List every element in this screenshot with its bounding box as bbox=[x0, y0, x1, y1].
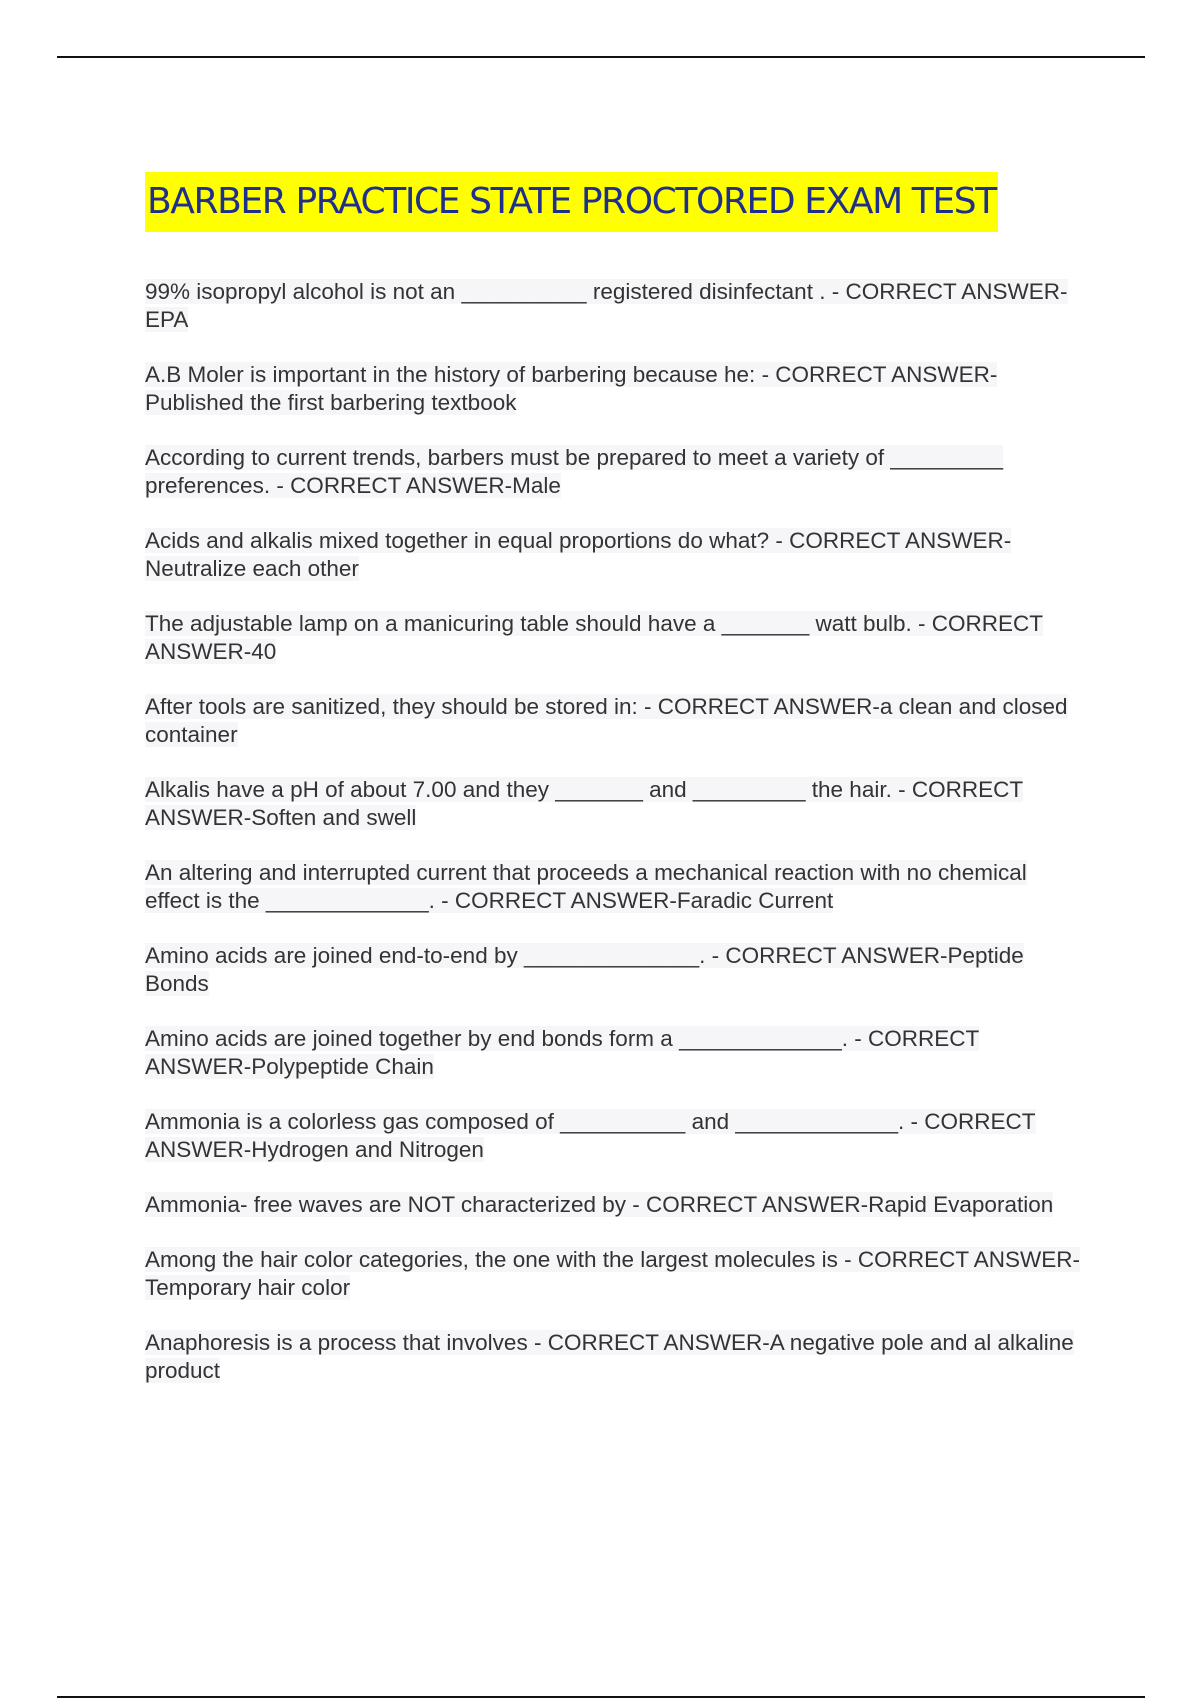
document-title: BARBER PRACTICE STATE PROCTORED EXAM TEST bbox=[145, 172, 998, 232]
qa-text: Amino acids are joined together by end bonds form a _____________. - CORRECT ANSWER-Polypeptide Chain bbox=[145, 1026, 980, 1079]
qa-item bbox=[145, 859, 1080, 915]
qa-item bbox=[145, 776, 1080, 832]
qa-item bbox=[145, 444, 1080, 500]
qa-text: Acids and alkalis mixed together in equal proportions do what? - CORRECT ANSWER-Neutralize each other bbox=[145, 528, 1012, 581]
qa-item bbox=[145, 527, 1080, 583]
qa-text: The adjustable lamp on a manicuring table should have a _______ watt bulb. - CORRECT ANSWER-40 bbox=[145, 611, 1044, 664]
qa-text: Ammonia is a colorless gas composed of __________ and _____________. - CORRECT ANSWER-Hydrogen and Nitrogen bbox=[145, 1109, 1036, 1162]
qa-item bbox=[145, 610, 1080, 666]
qa-item bbox=[145, 1246, 1080, 1302]
qa-item bbox=[145, 1329, 1080, 1385]
qa-text: After tools are sanitized, they should be stored in: - CORRECT ANSWER-a clean and closed container bbox=[145, 694, 1068, 747]
qa-item bbox=[145, 942, 1080, 998]
document-body bbox=[145, 172, 1080, 1412]
bottom-rule bbox=[57, 1696, 1145, 1698]
qa-item bbox=[145, 1191, 1080, 1219]
qa-item bbox=[145, 278, 1080, 334]
qa-text: Alkalis have a pH of about 7.00 and they _______ and _________ the hair. - CORRECT ANSWER-Soften and swell bbox=[145, 777, 1024, 830]
qa-text: A.B Moler is important in the history of barbering because he: - CORRECT ANSWER-Published the first barbering textbook bbox=[145, 362, 998, 415]
qa-item bbox=[145, 361, 1080, 417]
qa-text: Amino acids are joined end-to-end by ______________. - CORRECT ANSWER-Peptide Bonds bbox=[145, 943, 1024, 996]
qa-text: Ammonia- free waves are NOT characterized by - CORRECT ANSWER-Rapid Evaporation bbox=[145, 1192, 1054, 1217]
qa-text: Among the hair color categories, the one with the largest molecules is - CORRECT ANSWER-Temporary hair color bbox=[145, 1247, 1080, 1300]
qa-item bbox=[145, 1025, 1080, 1081]
qa-list bbox=[145, 278, 1080, 1385]
qa-text: An altering and interrupted current that proceeds a mechanical reaction with no chemical effect is the _____________. - CORRECT ANSWER-Faradic Current bbox=[145, 860, 1027, 913]
top-rule bbox=[57, 56, 1145, 58]
qa-text: 99% isopropyl alcohol is not an __________ registered disinfectant . - CORRECT ANSWER-EPA bbox=[145, 279, 1068, 332]
qa-text: According to current trends, barbers must be prepared to meet a variety of _________ preferences. - CORRECT ANSWER-Male bbox=[145, 445, 1003, 498]
qa-item bbox=[145, 1108, 1080, 1164]
qa-item bbox=[145, 693, 1080, 749]
qa-text: Anaphoresis is a process that involves - CORRECT ANSWER-A negative pole and al alkaline product bbox=[145, 1330, 1074, 1383]
